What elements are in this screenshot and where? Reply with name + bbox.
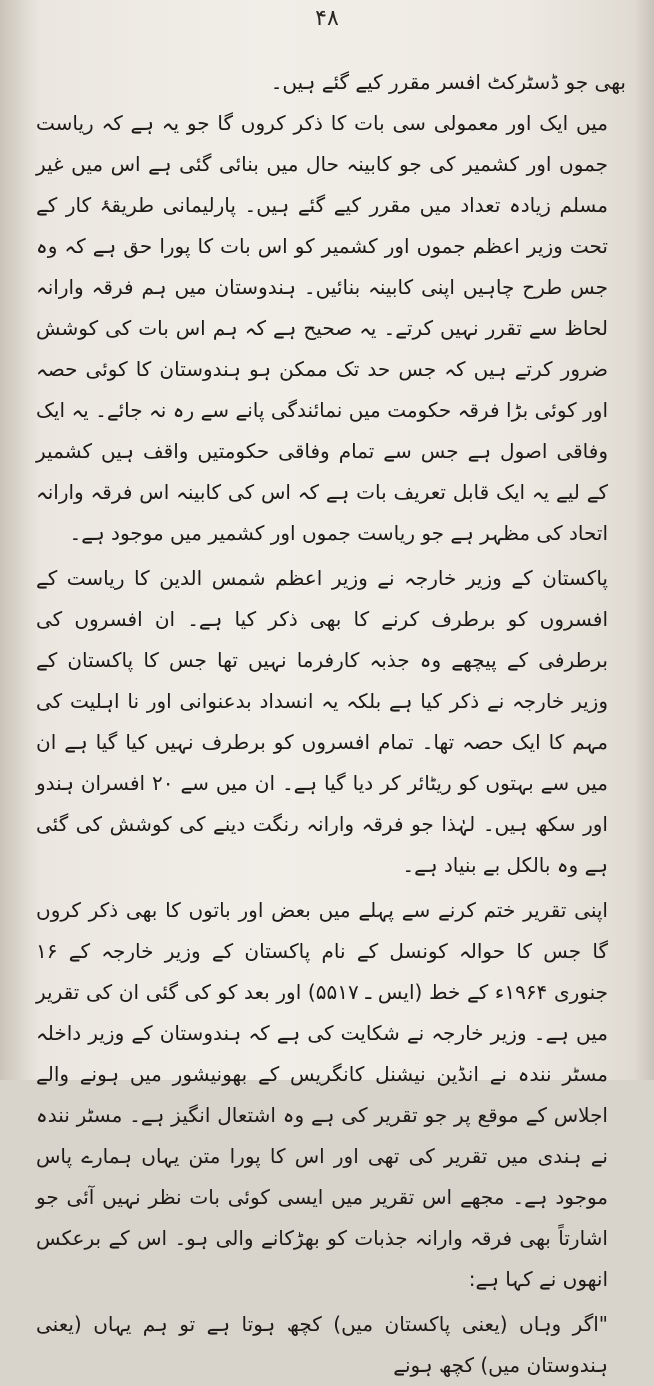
page-number: ۴۸ (315, 6, 339, 31)
paragraph-speech: اپنی تقریر ختم کرنے سے پہلے میں بعض اور باتوں کا بھی ذکر کروں گا جس کا حوالہ کونسل کے نام پاکستان کے وزیر خارجہ کے ۱۶ جنوری ۱۹۶۴ء کے خط (ایس ـ ۵۵۱۷) اور بعد کو کی گئی ان کی تقریر میں ہے۔ وزیر خارجہ نے شکایت کی ہے کہ ہندوستان کے وزیر داخلہ مسٹر نندہ نے انڈین نیشنل کانگریس کے بھونیشور میں ہونے والے اجلاس کے موقع پر جو تقریر کی ہے وہ اشتعال انگیز ہے۔ مسٹر نندہ نے ہندی میں تقریر کی تھی اور اس کا پورا متن یہاں ہمارے پاس موجود ہے۔ مجھے اس تقریر میں ایسی کوئی بات نظر نہیں آئی جو اشارتاً بھی فرقہ وارانہ جذبات کو بھڑکانے والی ہو۔ اس کے برعکس انھوں نے کہا ہے: (36, 898, 609, 1291)
paragraph-officers: پاکستان کے وزیر خارجہ نے وزیر اعظم شمس الدین کا ریاست کے افسروں کو برطرف کرنے کا بھی ذکر کیا ہے۔ ان افسروں کی برطرفی کے پیچھے وہ جذبہ کارفرما نہیں تھا جس کا پاکستان کے وزیر خارجہ نے ذکر کیا ہے بلکہ یہ انسداد بدعنوانی اور نا اہلیت کی مہم کا ایک حصہ تھا۔ تمام افسروں کو برطرف نہیں کیا گیا ہے ان میں سے بہتوں کو ریٹائر کر دیا گیا ہے۔ ان میں سے ۲۰ افسران ہندو اور سکھ ہیں۔ لہٰذا جو فرقہ وارانہ رنگت دینے کی کوشش کی گئی ہے وہ بالکل بے بنیاد ہے۔ (36, 566, 608, 877)
page-body (36, 62, 626, 1386)
paragraph-quote: "اگر وہاں (یعنی پاکستان میں) کچھ ہوتا ہے تو ہم یہاں (یعنی ہندوستان میں) کچھ ہونے (36, 1312, 608, 1377)
opening-line: بھی جو ڈسٹرکٹ افسر مقرر کیے گئے ہیں۔ (270, 70, 626, 94)
paragraph-cabinet: میں ایک اور معمولی سی بات کا ذکر کروں گا جو یہ ہے کہ ریاست جموں اور کشمیر کی جو کابینہ حال میں بنائی گئی ہے اس میں غیر مسلم زیادہ تعداد میں مقرر کیے گئے ہیں۔ پارلیمانی طریقۂ کار کے تحت وزیر اعظم جموں اور کشمیر کو اس بات کا پورا حق ہے کہ وہ جس طرح چاہیں اپنی کابینہ بنائیں۔ ہندوستان میں ہم فرقہ وارانہ لحاظ سے تقرر نہیں کرتے۔ یہ صحیح ہے کہ ہم اس بات کی کوشش ضرور کرتے ہیں کہ جس حد تک ممکن ہو ہندوستان کا کوئی حصہ اور کوئی بڑا فرقہ حکومت میں نمائندگی پانے سے رہ نہ جائے۔ یہ ایک وفاقی اصول ہے جس سے تمام وفاقی حکومتیں واقف ہیں کشمیر کے لیے یہ ایک قابل تعریف بات ہے کہ اس کی کابینہ اس فرقہ وارانہ اتحاد کی مظہر ہے جو ریاست جموں اور کشمیر میں موجود ہے۔ (36, 111, 608, 545)
